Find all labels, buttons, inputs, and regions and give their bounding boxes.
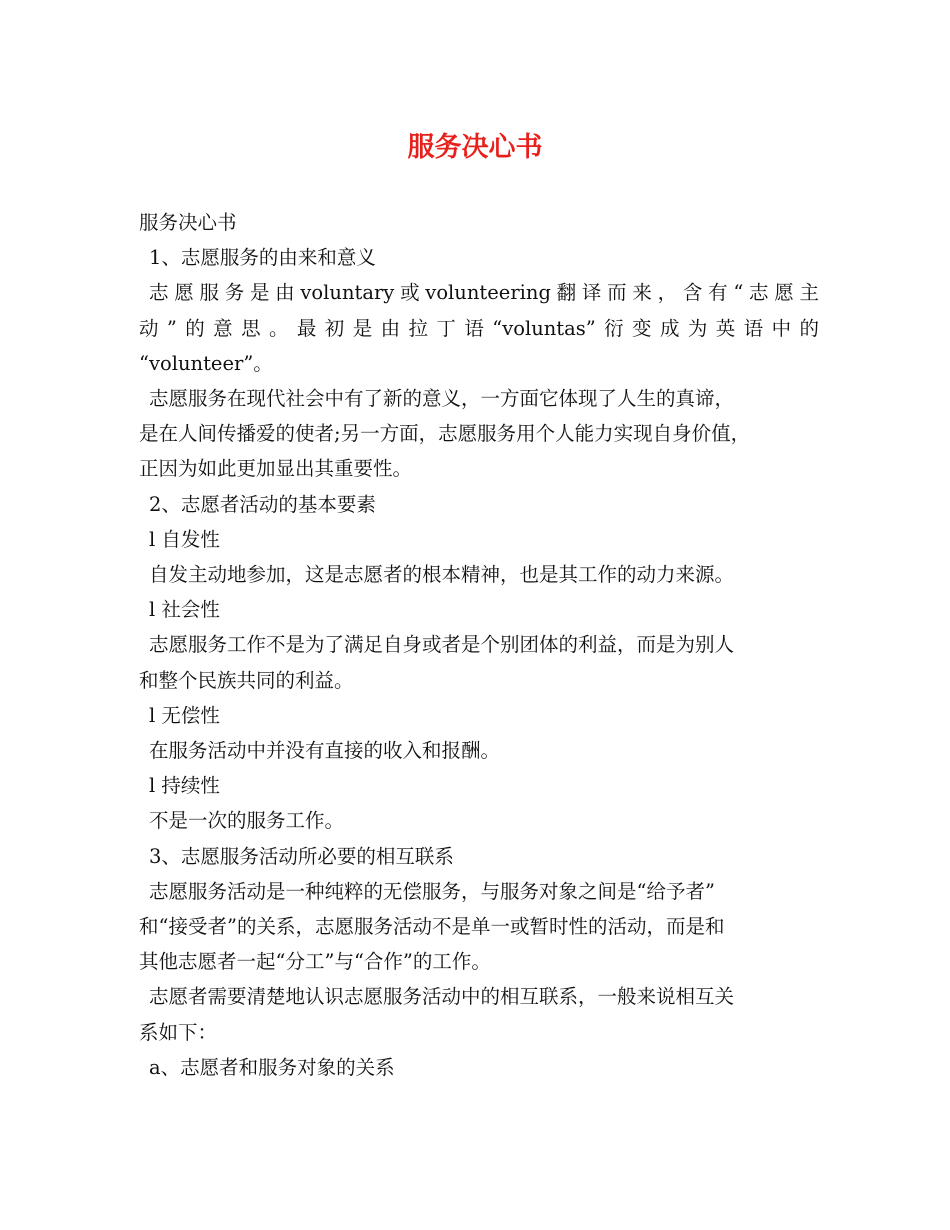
paragraph-line: 志愿服务工作不是为了满足自身或者是个别团体的利益，而是为别人	[149, 633, 735, 657]
paragraph-line: 系如下：	[139, 1020, 218, 1044]
paragraph-line: l 自发性	[149, 527, 220, 551]
paragraph-line: 志愿服务活动是一种纯粹的无偿服务，与服务对象之间是“给予者”	[149, 879, 715, 903]
paragraph-line: a、志愿者和服务对象的关系	[149, 1055, 395, 1079]
paragraph-line: l 持续性	[149, 774, 220, 798]
paragraph-line: l 无偿性	[149, 703, 220, 727]
paragraph-line: “volunteer”。	[139, 351, 273, 375]
paragraph-line: 不是一次的服务工作。	[149, 809, 345, 833]
paragraph-line: 3、志愿服务活动所必要的相互联系	[149, 844, 454, 868]
paragraph-line: 和“接受者”的关系，志愿服务活动不是单一或暂时性的活动，而是和	[139, 915, 725, 939]
paragraph-line: 正因为如此更加显出其重要性。	[139, 457, 413, 481]
paragraph-line: 在服务活动中并没有直接的收入和报酬。	[149, 739, 501, 763]
paragraph-line: l 社会性	[149, 598, 220, 622]
paragraph-line: 1、志愿服务的由来和意义	[149, 246, 376, 270]
paragraph-line: 志愿服务是由voluntary或volunteering翻译而来，含有“志愿主	[149, 281, 819, 305]
paragraph-line: 2、志愿者活动的基本要素	[149, 492, 376, 516]
paragraph-line: 服务决心书	[139, 211, 237, 234]
paragraph-line: 志愿服务在现代社会中有了新的意义，一方面它体现了人生的真谛，	[149, 387, 735, 411]
page-title: 服务决心书	[407, 132, 543, 163]
paragraph-line: 志愿者需要清楚地认识志愿服务活动中的相互联系，一般来说相互关	[149, 985, 735, 1009]
document-body	[139, 205, 819, 1085]
paragraph-line: 其他志愿者一起“分工”与“合作”的工作。	[139, 950, 491, 974]
paragraph-line: 自发主动地参加，这是志愿者的根本精神，也是其工作的动力来源。	[149, 563, 735, 587]
paragraph-line: 和整个民族共同的利益。	[139, 668, 354, 692]
paragraph-line: 是在人间传播爱的使者;另一方面，志愿服务用个人能力实现自身价值，	[139, 422, 751, 446]
paragraph-line: 动”的意思。最初是由拉丁语“voluntas”衍变成为英语中的	[139, 316, 819, 340]
